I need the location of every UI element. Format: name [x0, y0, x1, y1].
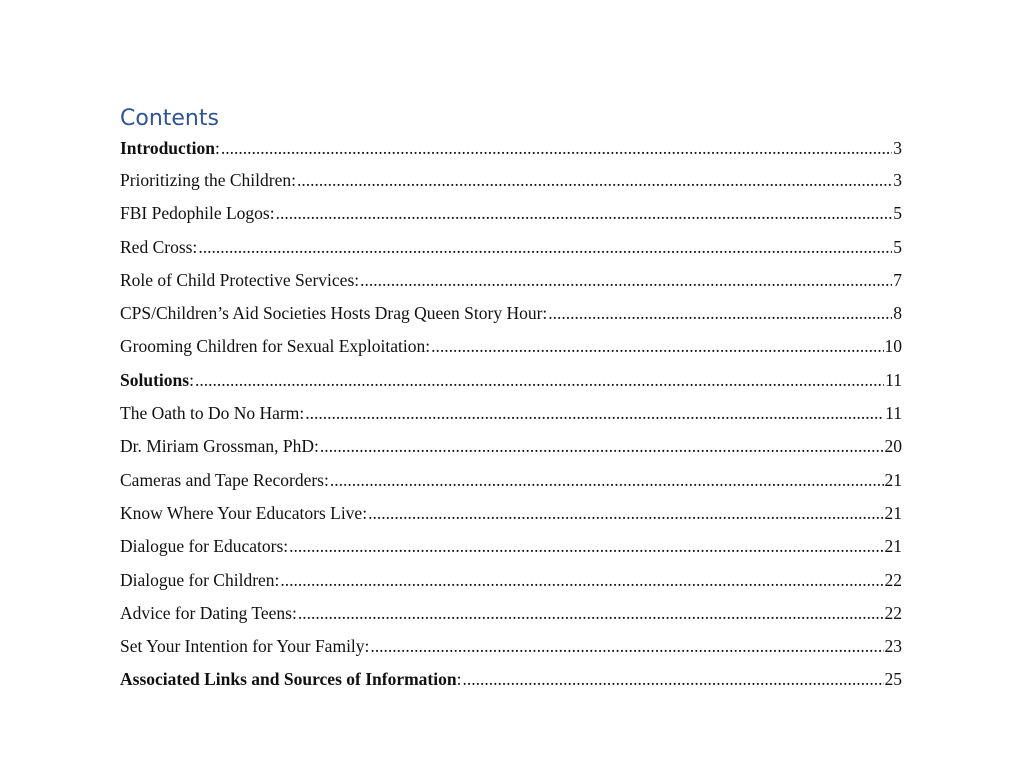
- toc-entry[interactable]: [120, 138, 902, 170]
- toc-entry[interactable]: [120, 170, 902, 203]
- toc-leader-dots: [305, 403, 884, 424]
- toc-entry-page-number[interactable]: 21: [884, 536, 902, 557]
- toc-entry-title[interactable]: [120, 669, 461, 690]
- toc-leader-dots: [330, 470, 884, 491]
- toc-leader-dots: [195, 370, 884, 391]
- toc-entry-page-number[interactable]: 23: [884, 636, 902, 657]
- toc-entry-page-number[interactable]: 20: [884, 436, 902, 457]
- toc-entry-page-number[interactable]: 21: [884, 469, 902, 490]
- toc-entry-page-number[interactable]: 10: [884, 336, 902, 357]
- toc-entry-title-text: Cameras and Tape Recorders:: [120, 469, 329, 490]
- toc-leader-dots: [298, 603, 884, 624]
- toc-list: [120, 138, 902, 703]
- toc-entry-title-text: Role of Child Protective Services:: [120, 269, 360, 290]
- toc-entry-title-suffix: :: [189, 369, 194, 390]
- toc-entry-title[interactable]: [120, 270, 359, 291]
- toc-entry[interactable]: [120, 303, 902, 336]
- toc-entry-title-text: Associated Links and Sources of Information: [120, 669, 457, 690]
- toc-leader-dots: [297, 170, 892, 191]
- toc-entry[interactable]: [120, 203, 902, 236]
- toc-leader-dots: [276, 203, 893, 224]
- toc-entry-title-text: Set Your Intention for Your Family:: [120, 636, 370, 657]
- toc-leader-dots: [221, 138, 892, 159]
- toc-entry[interactable]: [120, 636, 902, 669]
- toc-entry-page-number[interactable]: 11: [885, 369, 902, 390]
- toc-entry-title-text: Grooming Children for Sexual Exploitation:: [120, 336, 431, 357]
- toc-entry-title-text: Red Cross:: [120, 236, 198, 257]
- toc-leader-dots: [368, 503, 883, 524]
- toc-entry-title-text: FBI Pedophile Logos:: [120, 203, 275, 224]
- toc-entry-title-suffix: :: [214, 138, 220, 158]
- toc-leader-dots: [548, 303, 892, 324]
- toc-entry-title[interactable]: [120, 636, 369, 657]
- toc-entry-page-number[interactable]: 7: [893, 269, 902, 290]
- toc-entry-title[interactable]: [120, 203, 275, 224]
- toc-entry-page-number[interactable]: 5: [893, 236, 902, 257]
- document-page: [120, 104, 902, 703]
- toc-heading: Contents: [120, 106, 219, 131]
- toc-entry-page-number[interactable]: 22: [884, 569, 902, 590]
- toc-entry-title[interactable]: [120, 237, 197, 258]
- toc-entry[interactable]: [120, 536, 902, 569]
- toc-entry-title-text: Know Where Your Educators Live:: [120, 502, 368, 523]
- toc-entry-title[interactable]: [120, 303, 547, 324]
- toc-entry-title[interactable]: [120, 403, 304, 424]
- toc-entry[interactable]: [120, 470, 902, 503]
- toc-leader-dots: [370, 636, 883, 657]
- toc-entry-page-number[interactable]: 21: [884, 502, 902, 523]
- toc-entry-title-text: Dialogue for Children:: [120, 569, 280, 590]
- toc-entry[interactable]: [120, 570, 902, 603]
- toc-entry-title[interactable]: [120, 536, 288, 557]
- toc-entry-page-number[interactable]: 3: [893, 170, 902, 190]
- toc-entry[interactable]: [120, 436, 902, 469]
- toc-leader-dots: [462, 669, 883, 690]
- toc-entry-page-number[interactable]: 11: [885, 403, 902, 424]
- toc-entry-title[interactable]: [120, 370, 194, 391]
- toc-entry-title-text: Prioritizing the Children:: [120, 170, 296, 190]
- toc-entry-page-number[interactable]: 3: [893, 138, 902, 158]
- toc-entry-page-number[interactable]: 8: [893, 303, 902, 324]
- toc-entry[interactable]: [120, 669, 902, 702]
- toc-entry-title[interactable]: [120, 603, 297, 624]
- toc-entry-title-text: Dialogue for Educators:: [120, 536, 289, 557]
- toc-entry-page-number[interactable]: 22: [884, 602, 902, 623]
- toc-entry-title[interactable]: [120, 436, 319, 457]
- toc-leader-dots: [431, 336, 883, 357]
- toc-entry-title-text: Introduction: [120, 138, 215, 158]
- toc-entry-page-number[interactable]: 25: [884, 669, 902, 690]
- toc-entry[interactable]: [120, 336, 902, 369]
- toc-entry-title-suffix: :: [456, 669, 462, 690]
- toc-leader-dots: [360, 270, 892, 291]
- toc-entry-page-number[interactable]: 5: [893, 203, 902, 224]
- toc-entry-title-text: CPS/Children’s Aid Societies Hosts Drag Queen Story Hour:: [120, 303, 548, 324]
- toc-entry-title[interactable]: [120, 503, 367, 524]
- toc-entry-title[interactable]: [120, 570, 279, 591]
- toc-entry[interactable]: [120, 603, 902, 636]
- toc-leader-dots: [289, 536, 883, 557]
- toc-leader-dots: [198, 237, 892, 258]
- toc-leader-dots: [280, 570, 883, 591]
- toc-entry-title[interactable]: [120, 470, 329, 491]
- toc-entry-title[interactable]: [120, 138, 220, 159]
- toc-entry[interactable]: [120, 270, 902, 303]
- toc-entry-title[interactable]: [120, 170, 296, 191]
- toc-entry[interactable]: [120, 503, 902, 536]
- toc-entry[interactable]: [120, 403, 902, 436]
- toc-entry-title-text: Solutions: [120, 369, 190, 390]
- toc-entry[interactable]: [120, 370, 902, 403]
- toc-entry-title-text: The Oath to Do No Harm:: [120, 403, 305, 424]
- toc-entry[interactable]: [120, 237, 902, 270]
- toc-leader-dots: [320, 436, 884, 457]
- toc-entry-title[interactable]: [120, 336, 430, 357]
- toc-entry-title-text: Dr. Miriam Grossman, PhD:: [120, 436, 319, 457]
- toc-entry-title-text: Advice for Dating Teens:: [120, 602, 297, 623]
